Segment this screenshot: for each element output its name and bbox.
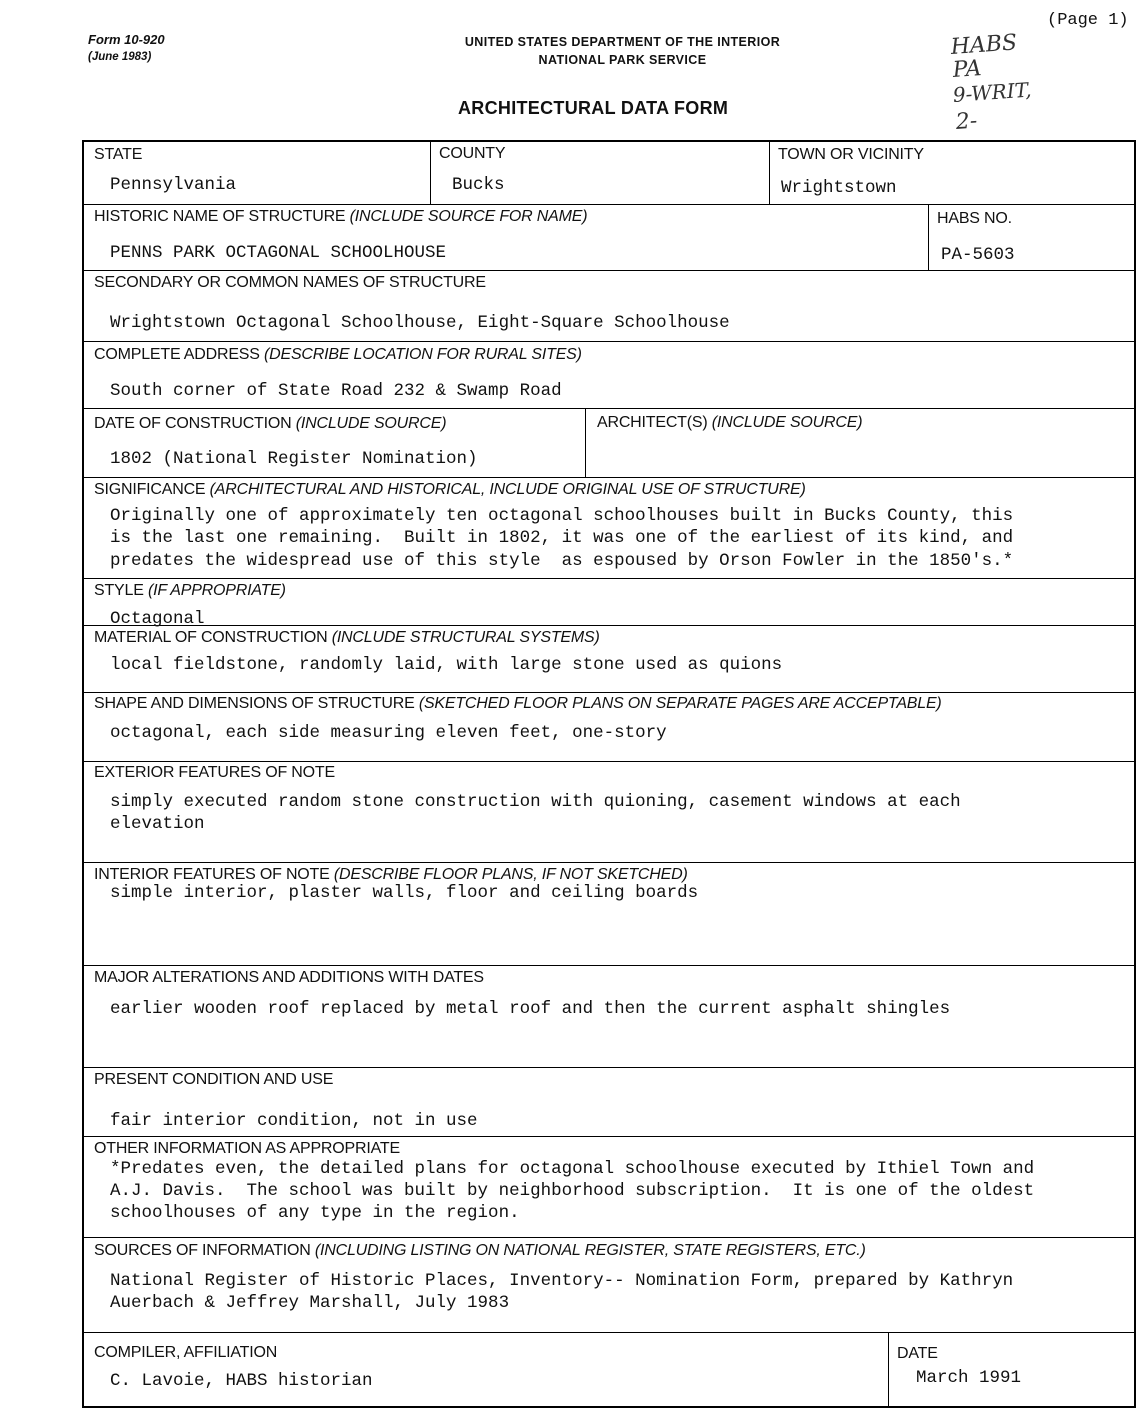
row-rule xyxy=(84,204,1134,205)
condition-value: fair interior condition, not in use xyxy=(110,1111,478,1131)
column-rule xyxy=(430,142,431,204)
date-construction-note: (INCLUDE SOURCE) xyxy=(295,415,447,432)
historic-name-label xyxy=(94,208,587,226)
column-rule xyxy=(585,408,586,477)
significance-label-text: SIGNIFICANCE xyxy=(94,481,206,498)
row-rule xyxy=(84,965,1134,966)
other-info-line: A.J. Davis. The school was built by neighborhood subscription. It is one of the oldest xyxy=(110,1181,1035,1201)
date-label: DATE xyxy=(897,1345,938,1362)
row-rule xyxy=(84,625,1134,626)
material-value: local fieldstone, randomly laid, with large stone used as quions xyxy=(110,655,783,675)
exterior-label: EXTERIOR FEATURES OF NOTE xyxy=(94,764,335,781)
date-value: March 1991 xyxy=(916,1368,1022,1388)
form-title: ARCHITECTURAL DATA FORM xyxy=(458,98,729,118)
row-rule xyxy=(84,408,1134,409)
county-value: Bucks xyxy=(452,175,505,195)
alterations-value: earlier wooden roof replaced by metal roof and then the current asphalt shingles xyxy=(110,999,951,1019)
sources-note: (INCLUDING LISTING ON NATIONAL REGISTER, STATE REGISTERS, ETC.) xyxy=(314,1242,866,1259)
sources-line: National Register of Historic Places, Inventory-- Nomination Form, prepared by Kathryn xyxy=(110,1271,1014,1291)
architects-label xyxy=(597,414,862,432)
style-label-text: STYLE xyxy=(94,582,144,599)
sources-label-text: SOURCES OF INFORMATION xyxy=(94,1242,311,1259)
historic-name-label-text: HISTORIC NAME OF STRUCTURE xyxy=(94,208,346,225)
address-label xyxy=(94,346,582,364)
state-value: Pennsylvania xyxy=(110,175,237,195)
row-rule xyxy=(84,1332,1134,1333)
address-value: South corner of State Road 232 & Swamp Road xyxy=(110,381,562,401)
column-rule xyxy=(769,142,770,204)
row-rule xyxy=(84,578,1134,579)
shape-note: (SKETCHED FLOOR PLANS ON SEPARATE PAGES ARE ACCEPTABLE) xyxy=(418,695,942,712)
material-note: (INCLUDE STRUCTURAL SYSTEMS) xyxy=(331,629,600,646)
material-label xyxy=(94,629,600,647)
significance-note: (ARCHITECTURAL AND HISTORICAL, INCLUDE ORIGINAL USE OF STRUCTURE) xyxy=(209,481,806,498)
secondary-names-label: SECONDARY OR COMMON NAMES OF STRUCTURE xyxy=(94,274,486,291)
handwritten-habs: HABS xyxy=(949,30,1018,60)
row-rule xyxy=(84,862,1134,863)
habs-no-value: PA-5603 xyxy=(941,245,1015,265)
state-label: STATE xyxy=(94,146,143,163)
row-rule xyxy=(84,692,1134,693)
condition-label: PRESENT CONDITION AND USE xyxy=(94,1071,334,1088)
sources-line: Auerbach & Jeffrey Marshall, July 1983 xyxy=(110,1293,510,1313)
row-rule xyxy=(84,341,1134,342)
date-construction-label xyxy=(94,415,446,433)
form-number: Form 10-920 xyxy=(88,32,165,47)
historic-name-note: (INCLUDE SOURCE FOR NAME) xyxy=(349,208,588,225)
significance-line: is the last one remaining. Built in 1802, it was one of the earliest of its kind, and xyxy=(110,528,1014,548)
other-info-line: *Predates even, the detailed plans for octagonal schoolhouse executed by Ithiel Town and xyxy=(110,1159,1035,1179)
page-number: (Page 1) xyxy=(1047,11,1129,30)
style-note: (IF APPROPRIATE) xyxy=(147,582,286,599)
row-rule xyxy=(84,477,1134,478)
compiler-value: C. Lavoie, HABS historian xyxy=(110,1371,373,1391)
interior-value: simple interior, plaster walls, floor and ceiling boards xyxy=(110,883,699,903)
date-construction-value: 1802 (National Register Nomination) xyxy=(110,449,478,469)
secondary-names-value: Wrightstown Octagonal Schoolhouse, Eight-Square Schoolhouse xyxy=(110,313,730,333)
style-value: Octagonal xyxy=(110,609,205,629)
style-label xyxy=(94,582,286,600)
compiler-label: COMPILER, AFFILIATION xyxy=(94,1344,278,1361)
material-label-text: MATERIAL OF CONSTRUCTION xyxy=(94,629,328,646)
address-label-text: COMPLETE ADDRESS xyxy=(94,346,260,363)
architects-label-text: ARCHITECT(S) xyxy=(597,414,708,431)
town-label: TOWN OR VICINITY xyxy=(778,146,924,163)
handwritten-state: PA xyxy=(951,56,983,83)
shape-label xyxy=(94,695,942,713)
service-name: NATIONAL PARK SERVICE xyxy=(538,53,707,67)
row-rule xyxy=(84,1136,1134,1137)
other-info-label: OTHER INFORMATION AS APPROPRIATE xyxy=(94,1140,400,1157)
column-rule xyxy=(928,204,929,270)
date-construction-label-text: DATE OF CONSTRUCTION xyxy=(94,415,292,432)
row-rule xyxy=(84,1067,1134,1068)
row-rule xyxy=(84,270,1134,271)
sources-label xyxy=(94,1242,866,1260)
handwritten-code: 9-WRIT, xyxy=(952,77,1033,107)
significance-line: Originally one of approximately ten octagonal schoolhouses built in Bucks County, this xyxy=(110,506,1014,526)
town-value: Wrightstown xyxy=(781,178,897,198)
interior-note: (DESCRIBE FLOOR PLANS, IF NOT SKETCHED) xyxy=(333,866,688,883)
handwritten-number: 2- xyxy=(954,108,979,135)
county-label: COUNTY xyxy=(439,145,506,162)
data-form-table xyxy=(82,140,1136,1408)
significance-line: predates the widespread use of this style as espoused by Orson Fowler in the 1850's.* xyxy=(110,551,1014,571)
shape-value: octagonal, each side measuring eleven feet, one-story xyxy=(110,723,667,743)
department-name: UNITED STATES DEPARTMENT OF THE INTERIOR xyxy=(464,35,781,49)
exterior-line: simply executed random stone construction with quioning, casement windows at each xyxy=(110,792,961,812)
historic-name-value: PENNS PARK OCTAGONAL SCHOOLHOUSE xyxy=(110,243,447,263)
other-info-line: schoolhouses of any type in the region. xyxy=(110,1203,520,1223)
shape-label-text: SHAPE AND DIMENSIONS OF STRUCTURE xyxy=(94,695,415,712)
significance-label xyxy=(94,481,806,499)
interior-label-text: INTERIOR FEATURES OF NOTE xyxy=(94,866,330,883)
address-note: (DESCRIBE LOCATION FOR RURAL SITES) xyxy=(263,346,582,363)
form-date: (June 1983) xyxy=(88,51,152,63)
row-rule xyxy=(84,1237,1134,1238)
row-rule xyxy=(84,761,1134,762)
column-rule xyxy=(888,1332,889,1408)
exterior-line: elevation xyxy=(110,814,205,834)
alterations-label: MAJOR ALTERATIONS AND ADDITIONS WITH DATES xyxy=(94,969,484,986)
architects-note: (INCLUDE SOURCE) xyxy=(711,414,863,431)
habs-no-label: HABS NO. xyxy=(937,210,1012,227)
